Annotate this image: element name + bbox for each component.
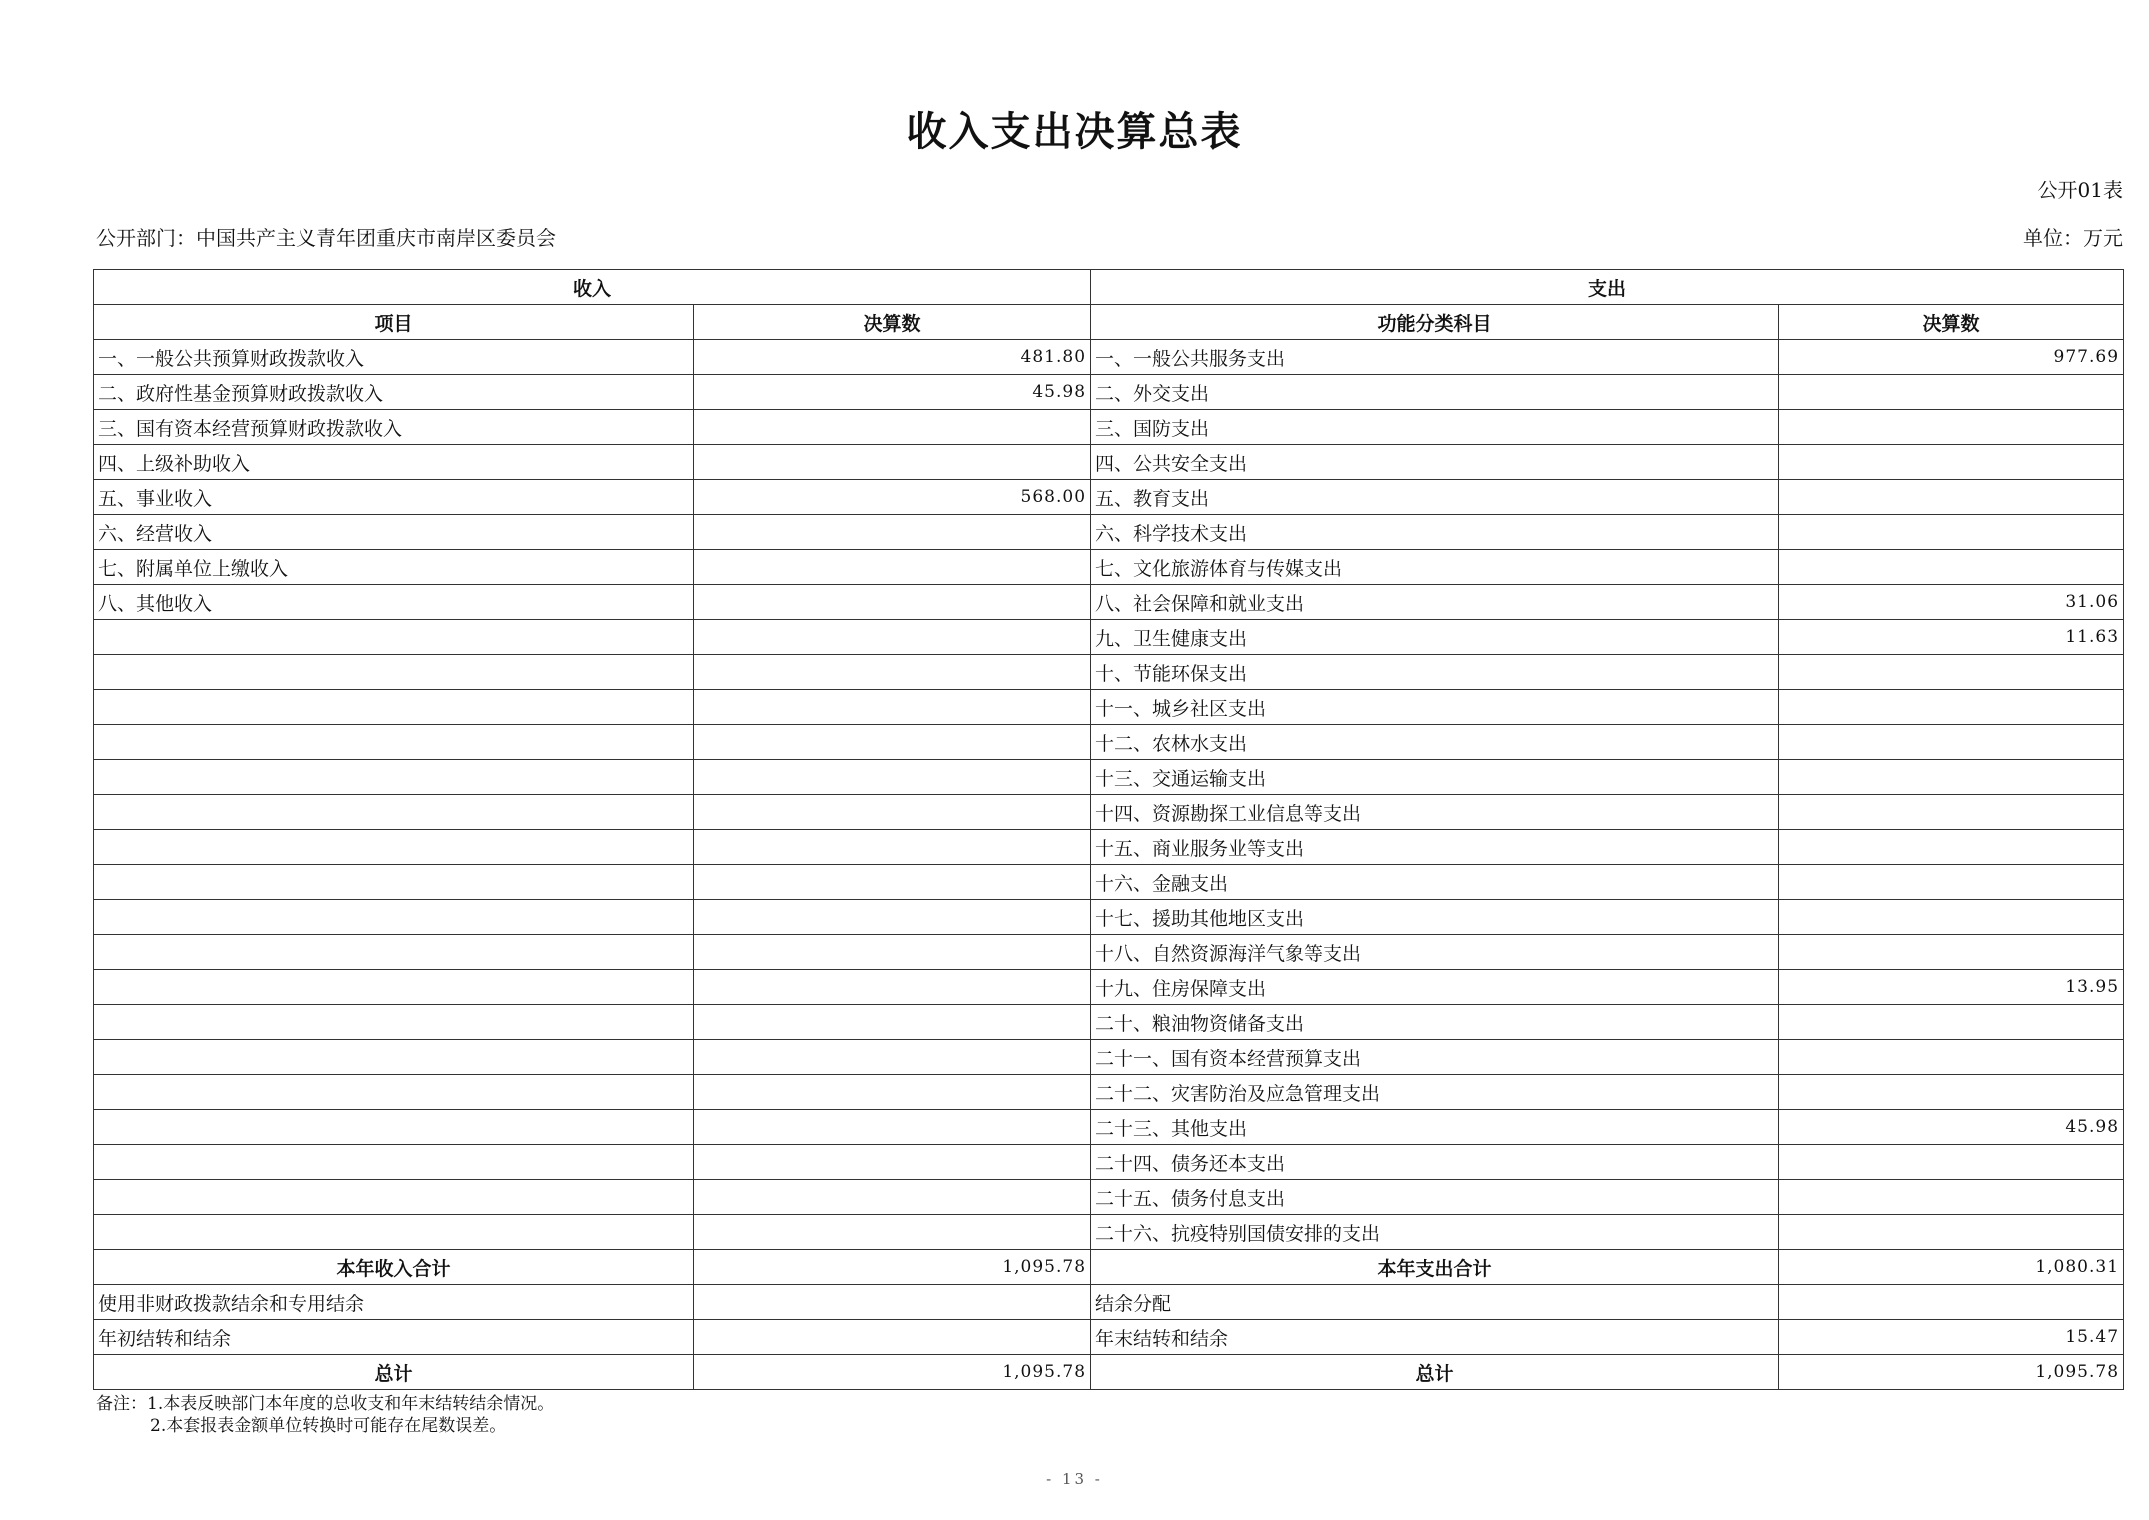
note-line-1: 备注：1.本表反映部门本年度的总收支和年末结转结余情况。 <box>96 1394 555 1414</box>
income-item <box>94 935 694 970</box>
function-category-column-header: 功能分类科目 <box>1091 305 1779 340</box>
total-row-expense-amount: 1,095.78 <box>1779 1355 2124 1390</box>
expense-amount <box>1779 1005 2124 1040</box>
table-row <box>94 585 2124 620</box>
table-row <box>94 970 2124 1005</box>
income-amount <box>694 795 1091 830</box>
expense-amount <box>1779 655 2124 690</box>
income-amount <box>694 1215 1091 1250</box>
income-item <box>94 1040 694 1075</box>
table-row <box>94 480 2124 515</box>
expense-item: 结余分配 <box>1091 1285 1779 1320</box>
expense-item: 十九、住房保障支出 <box>1091 970 1779 1005</box>
expense-amount <box>1779 375 2124 410</box>
income-item <box>94 1180 694 1215</box>
expense-amount <box>1779 725 2124 760</box>
income-amount <box>694 725 1091 760</box>
total-row <box>94 1355 2124 1390</box>
income-item <box>94 795 694 830</box>
subtotal-row-income-amount: 1,095.78 <box>694 1250 1091 1285</box>
expense-item: 二、外交支出 <box>1091 375 1779 410</box>
income-amount <box>694 1285 1091 1320</box>
income-amount: 568.00 <box>694 480 1091 515</box>
expense-amount <box>1779 550 2124 585</box>
subtotal-row-expense-label: 本年支出合计 <box>1091 1250 1779 1285</box>
income-amount <box>694 1110 1091 1145</box>
expense-item: 九、卫生健康支出 <box>1091 620 1779 655</box>
table-row <box>94 550 2124 585</box>
expense-item: 二十、粮油物资储备支出 <box>1091 1005 1779 1040</box>
expense-item: 十、节能环保支出 <box>1091 655 1779 690</box>
column-header-row <box>94 305 2124 340</box>
income-item <box>94 830 694 865</box>
expense-amount <box>1779 900 2124 935</box>
income-item <box>94 865 694 900</box>
page-title: 收入支出决算总表 <box>906 109 1243 155</box>
table-row <box>94 620 2124 655</box>
table-row <box>94 515 2124 550</box>
balance-row <box>94 1285 2124 1320</box>
income-item: 使用非财政拨款结余和专用结余 <box>94 1285 694 1320</box>
item-column-header: 项目 <box>94 305 694 340</box>
expense-item: 二十二、灾害防治及应急管理支出 <box>1091 1075 1779 1110</box>
income-amount <box>694 410 1091 445</box>
income-item <box>94 970 694 1005</box>
expense-item: 十二、农林水支出 <box>1091 725 1779 760</box>
department-label: 公开部门：中国共产主义青年团重庆市南岸区委员会 <box>96 226 556 250</box>
expense-item: 二十六、抗疫特别国债安排的支出 <box>1091 1215 1779 1250</box>
income-item: 四、上级补助收入 <box>94 445 694 480</box>
expense-item: 二十五、债务付息支出 <box>1091 1180 1779 1215</box>
table-row <box>94 1215 2124 1250</box>
expense-amount <box>1779 410 2124 445</box>
expense-item: 七、文化旅游体育与传媒支出 <box>1091 550 1779 585</box>
expense-amount <box>1779 1215 2124 1250</box>
expense-item: 十一、城乡社区支出 <box>1091 690 1779 725</box>
expense-amount <box>1779 1285 2124 1320</box>
expense-amount <box>1779 480 2124 515</box>
income-amount <box>694 445 1091 480</box>
income-amount <box>694 620 1091 655</box>
expense-item: 十三、交通运输支出 <box>1091 760 1779 795</box>
table-row <box>94 1005 2124 1040</box>
balance-row <box>94 1320 2124 1355</box>
income-item: 一、一般公共预算财政拨款收入 <box>94 340 694 375</box>
expense-item: 二十三、其他支出 <box>1091 1110 1779 1145</box>
expense-amount <box>1779 1145 2124 1180</box>
income-item <box>94 900 694 935</box>
expense-amount <box>1779 690 2124 725</box>
table-row <box>94 410 2124 445</box>
total-row-income-label: 总计 <box>94 1355 694 1390</box>
income-amount <box>694 830 1091 865</box>
table-row <box>94 935 2124 970</box>
expense-amount <box>1779 1180 2124 1215</box>
expense-amount <box>1779 515 2124 550</box>
income-amount <box>694 935 1091 970</box>
income-item <box>94 725 694 760</box>
expense-item: 一、一般公共服务支出 <box>1091 340 1779 375</box>
income-item: 七、附属单位上缴收入 <box>94 550 694 585</box>
form-number: 公开01表 <box>2037 178 2123 202</box>
note-line-2: 2.本套报表金额单位转换时可能存在尾数误差。 <box>150 1416 507 1436</box>
expense-item: 三、国防支出 <box>1091 410 1779 445</box>
table-row <box>94 445 2124 480</box>
income-expense-table <box>93 269 2124 1390</box>
table-row <box>94 1180 2124 1215</box>
expense-item: 十八、自然资源海洋气象等支出 <box>1091 935 1779 970</box>
income-amount <box>694 655 1091 690</box>
expense-item: 二十四、债务还本支出 <box>1091 1145 1779 1180</box>
income-amount <box>694 1005 1091 1040</box>
expense-item: 六、科学技术支出 <box>1091 515 1779 550</box>
expense-amount <box>1779 445 2124 480</box>
expense-amount: 31.06 <box>1779 585 2124 620</box>
income-amount <box>694 865 1091 900</box>
income-amount-column-header: 决算数 <box>694 305 1091 340</box>
expense-item: 十七、援助其他地区支出 <box>1091 900 1779 935</box>
table-row <box>94 340 2124 375</box>
expense-item: 十四、资源勘探工业信息等支出 <box>1091 795 1779 830</box>
income-amount <box>694 970 1091 1005</box>
table-row <box>94 830 2124 865</box>
income-item <box>94 1145 694 1180</box>
total-row-expense-label: 总计 <box>1091 1355 1779 1390</box>
income-item: 五、事业收入 <box>94 480 694 515</box>
income-amount <box>694 550 1091 585</box>
income-amount: 481.80 <box>694 340 1091 375</box>
income-item <box>94 1075 694 1110</box>
expense-amount <box>1779 865 2124 900</box>
expense-amount <box>1779 1040 2124 1075</box>
expense-amount: 15.47 <box>1779 1320 2124 1355</box>
table-row <box>94 725 2124 760</box>
income-amount <box>694 1180 1091 1215</box>
expense-item: 十五、商业服务业等支出 <box>1091 830 1779 865</box>
notes <box>96 1393 554 1437</box>
expense-item: 二十一、国有资本经营预算支出 <box>1091 1040 1779 1075</box>
income-item <box>94 1005 694 1040</box>
table-row <box>94 1110 2124 1145</box>
expense-amount <box>1779 830 2124 865</box>
income-amount <box>694 1320 1091 1355</box>
unit-label: 单位：万元 <box>2023 226 2123 250</box>
income-item: 八、其他收入 <box>94 585 694 620</box>
table-row <box>94 900 2124 935</box>
subtotal-row <box>94 1250 2124 1285</box>
table-row <box>94 1040 2124 1075</box>
income-item <box>94 760 694 795</box>
section-header-row <box>94 270 2124 305</box>
subtotal-row-expense-amount: 1,080.31 <box>1779 1250 2124 1285</box>
income-item <box>94 655 694 690</box>
expense-amount: 13.95 <box>1779 970 2124 1005</box>
income-section-header: 收入 <box>94 270 1091 305</box>
table-row <box>94 760 2124 795</box>
income-amount <box>694 900 1091 935</box>
income-amount <box>694 1040 1091 1075</box>
income-amount <box>694 690 1091 725</box>
income-amount <box>694 1075 1091 1110</box>
table-row <box>94 655 2124 690</box>
expense-item: 年末结转和结余 <box>1091 1320 1779 1355</box>
income-amount <box>694 515 1091 550</box>
subtotal-row-income-label: 本年收入合计 <box>94 1250 694 1285</box>
expense-amount: 45.98 <box>1779 1110 2124 1145</box>
income-item <box>94 1215 694 1250</box>
income-item <box>94 620 694 655</box>
table-row <box>94 690 2124 725</box>
expense-item: 五、教育支出 <box>1091 480 1779 515</box>
income-item: 二、政府性基金预算财政拨款收入 <box>94 375 694 410</box>
income-item: 三、国有资本经营预算财政拨款收入 <box>94 410 694 445</box>
total-row-income-amount: 1,095.78 <box>694 1355 1091 1390</box>
income-amount <box>694 760 1091 795</box>
table-row <box>94 795 2124 830</box>
table-row <box>94 1075 2124 1110</box>
expense-item: 十六、金融支出 <box>1091 865 1779 900</box>
income-amount: 45.98 <box>694 375 1091 410</box>
page-number: - 13 - <box>1046 1470 1103 1488</box>
expense-amount <box>1779 760 2124 795</box>
income-item <box>94 690 694 725</box>
income-item: 六、经营收入 <box>94 515 694 550</box>
expense-amount-column-header: 决算数 <box>1779 305 2124 340</box>
expense-item: 四、公共安全支出 <box>1091 445 1779 480</box>
table-row <box>94 1145 2124 1180</box>
table-row <box>94 375 2124 410</box>
expense-amount: 977.69 <box>1779 340 2124 375</box>
expense-amount <box>1779 935 2124 970</box>
expense-amount <box>1779 1075 2124 1110</box>
table-row <box>94 865 2124 900</box>
income-amount <box>694 585 1091 620</box>
income-amount <box>694 1145 1091 1180</box>
expense-amount: 11.63 <box>1779 620 2124 655</box>
income-item <box>94 1110 694 1145</box>
expense-item: 八、社会保障和就业支出 <box>1091 585 1779 620</box>
income-item: 年初结转和结余 <box>94 1320 694 1355</box>
expense-amount <box>1779 795 2124 830</box>
expense-section-header: 支出 <box>1091 270 2124 305</box>
